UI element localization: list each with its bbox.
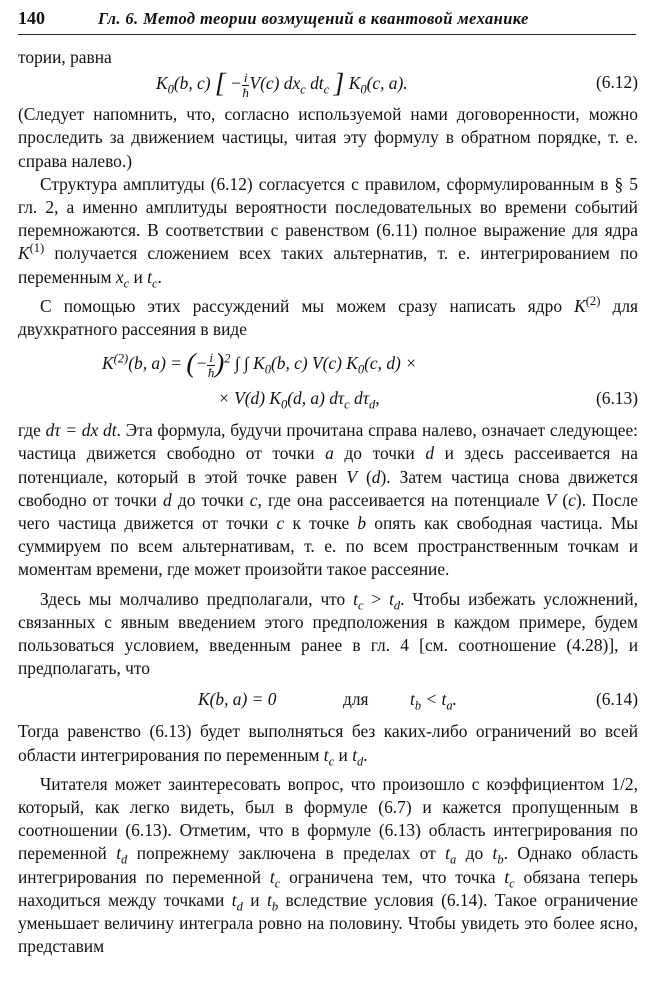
equation-number: (6.14) <box>595 689 638 710</box>
paragraph: Читателя может заинтересовать вопрос, что произошло с коэффициентом 1/2, который, как легко видеть, был в формуле (6.7) и кажется пропущенным в соотношении (6.13). Отметим, что в формуле (6.13) область интегрирования по переменной $t_d$ попрежнему заключена в пределах от $t_a$ до $t_b$. Однако область интегрирования по переменной $t_c$ ограничена тем, что точка $t_c$ обязана теперь находиться между точками $t_d$ и $t_b$ вследствие условия (6.14). Такое ограничение уменьшает величину интеграла ровно на половину. Чтобы увидеть это более ясно, представим <box>18 773 639 957</box>
paragraph: (Следует напомнить, что, согласно используемой нами договоренности, можно проследить за движением частицы, читая эту формулу в обратном порядке, т. е. справа налево.) <box>18 104 638 171</box>
running-title: Гл. 6. Метод теории возмущений в квантовой механике <box>98 9 529 28</box>
paragraph: Здесь мы молчаливо предполагали, что $t_c > t_d$. Чтобы избежать усложнений, связанных с явным введением этого предположения в каждом примере, будем пользоваться условием, введенным ранее в гл. 4 [см. соотношение (4.28)], и предполагать, что <box>18 588 638 679</box>
equation-6-13-line1: $K^{(2)}(b$, a) = (− $\frac{i}{ħ}$ )$^2$ ∫ ∫ $K_0(b$, c) V(c) $K_0(c$, d) × <box>102 348 417 380</box>
paragraph: С помощью этих рассуждений мы можем сразу написать ядро $K^{(2)}$ для двухкратного рассеяния в виде <box>18 294 638 340</box>
equation-6-14: K(b, a) = 0 для $t_b < t_a$. (6.14) <box>198 689 638 713</box>
paragraph: где dτ = dx dt. Эта формула, будучи прочитана справа налево, означает следующее: частица движется свободно от точки a до точки d и здесь рассеивается на потенциале, который в этой точке равен V (d). Затем частица снова движется свободно от точки d до точки c, где она рассеивается на потенциале V (c). После чего частица движется от точки c к точке b опять как свободная частица. Мы суммируем по всем альтернативам, т. е. по всем пространственным точкам и моментам времени, где может произойти такое рассеяние. <box>18 420 639 580</box>
paragraph: Тогда равенство (6.13) будет выполняться без каких-либо ограничений во всей области интегрирования по переменным $t_c$ и $t_d$. <box>18 721 638 769</box>
equation-number: (6.12) <box>595 72 638 93</box>
paragraph: тории, равна <box>18 47 112 67</box>
equation-6-13-line2: × V(d) $K_0(d$, a) $d\tau_c$ $d\tau_d$, (6.13) <box>218 388 638 412</box>
page-number: 140 <box>18 8 45 28</box>
equation-number: (6.13) <box>595 388 638 409</box>
running-header <box>18 6 636 35</box>
paragraph: Структура амплитуды (6.12) согласуется с правилом, сформулированным в § 5 гл. 2, а именно амплитуды вероятности последовательных во времени событий перемножаются. В соответствии с равенством (6.11) полное выражение для ядра $K^{(1)}$ получается сложением всех таких альтернатив, т. е. интегрированием по переменным $x_c$ и $t_c$. <box>18 173 638 291</box>
page-body <box>18 46 638 959</box>
equation-6-12: $K_0(b$, c) [ − $\frac{i}{ħ}$ V(c) $dx_c$ $dt_c$ ] $K_0(c$, a). (6.12) <box>156 68 638 100</box>
